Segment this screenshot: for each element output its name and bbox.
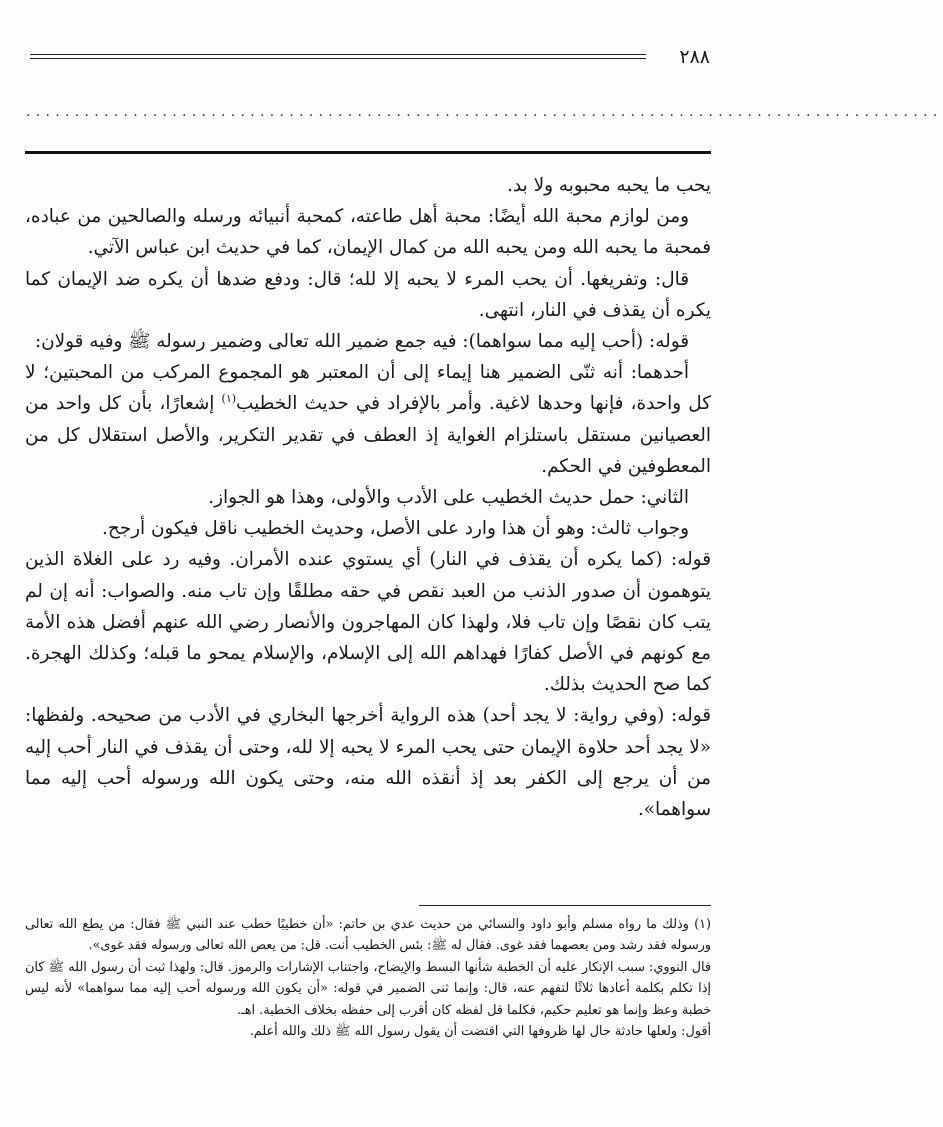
footnote-rule xyxy=(419,905,711,906)
body-text-run: إشعارًا، بأن كل واحد من العصيانين مستقل باستلزام الغواية إذ العطف في تقدير التكرير، والأصل استقلال كل من المعطوفين في الحكم. xyxy=(25,393,711,477)
body-line: يحب ما يحبه محبوبه ولا بد. xyxy=(507,175,711,196)
footnotes xyxy=(25,914,711,1042)
body-paragraph: الثاني: حمل حديث الخطيب على الأدب والأولى، وهذا هو الجواز. xyxy=(208,487,689,509)
body-text-run: أحدهما: أنه ثنّى الضمير هنا إيماء إلى أن المعتبر هو المجموع المركب من المحبتين؛ لا كل واحدة، فإنها وحدها لاغية. وأمر بالإفراد في حديث الخطيب xyxy=(25,362,711,415)
footnote: قال النووي: سبب الإنكار عليه أن الخطبة شأنها البسط والإيضاح، واجتناب الإشارات والرموز. قال: ولهذا ثبت أن رسول الله ﷺ كان إذا تكلم بكلمة أعادها ثلاثًا لتفهم عنه، قال: وإنما ثنى الضمير في قوله: «أن يكون الله ورسوله أحب إليه مما سواهما» لأنه ليس خطبة وعظ وإنما هو تعليم حكيم، فكلما قل لفظه كان أقرب إلى حفظه بخلاف الخطبة. اهـ. xyxy=(25,959,711,1018)
header-rule xyxy=(30,54,646,59)
page-number: ٢٨٨ xyxy=(679,46,710,68)
body-paragraph: قوله: (أحب إليه مما سواهما): فيه جمع ضمير الله تعالى وضمير رسوله ﷺ وفيه قولان: xyxy=(34,331,689,353)
body-paragraph: ومن لوازم محبة الله أيضًا: محبة أهل طاعته، كمحبة أنبيائه ورسله والصالحين من عباده، فمحبة ما يحبه الله ومن يحبه الله من كمال الإيمان، كما في حديث ابن عباس الآتي. xyxy=(25,206,711,259)
body-paragraph: قال: وتفريغها. أن يحب المرء لا يحبه إلا لله؛ قال: ودفع ضدها أن يكره ضد الإيمان كما يكره أن يقذف في النار، انتهى. xyxy=(25,268,711,321)
footnote: (١) وذلك ما رواه مسلم وأبو داود والنسائي من حديث عدي بن حاتم: «أن خطيبًا خطب عند النبي ﷺ فقال: من يطع الله تعالى ورسوله فقد رشد ومن يعصهما فقد غوى. فقال له ﷺ: بئس الخطيب أنت. قل: من يعص الله تعالى ورسوله فقد غوى». xyxy=(25,917,711,954)
body-text xyxy=(25,170,711,825)
footnote-ref[interactable]: (١) xyxy=(221,392,237,406)
body-paragraph xyxy=(25,357,711,482)
page-header xyxy=(30,44,710,70)
body-paragraph: قوله: (وفي رواية: لا يجد أحد) هذه الرواية أخرجها البخاري في الأدب من صحيحه. ولفظها: «لا يجد أحد حلاوة الإيمان حتى يحب المرء لا يحبه إلا لله، وحتى أن يقذف في النار أحب إليه من أن يرجع إلى الكفر بعد إذ أنقذه الله منه، وحتى يكون الله ورسوله أحب إليه مما سواهما». xyxy=(25,705,711,821)
body-paragraph: قوله: (كما يكره أن يقذف في النار) أي يستوي عنده الأمران. وفيه رد على الغلاة الذين يتوهمون أن صدور الذنب من العبد نقص في حقه مطلقًا وإن تاب منه. والصواب: أنه إن لم يتب كان نقصًا وإن تاب فلا، ولهذا كان المهاجرون والأنصار رضي الله عنهم أفضل هذه الأمة مع كونهم في الأصل كفارًا فهداهم الله إلى الإسلام، والإسلام يمحو ما قبله؛ وكذلك الهجرة. كما صح الحديث بذلك. xyxy=(25,549,711,696)
dotted-separator: .............................................................................................. xyxy=(26,104,943,120)
footnote: أقول: ولعلها حادثة حال لها ظروفها التي اقتضت أن يقول رسول الله ﷺ ذلك والله أعلم. xyxy=(249,1024,711,1040)
body-paragraph: وجواب ثالث: وهو أن هذا وارد على الأصل، وحديث الخطيب ناقل فيكون أرجح. xyxy=(102,518,689,540)
main-rule xyxy=(25,151,711,154)
